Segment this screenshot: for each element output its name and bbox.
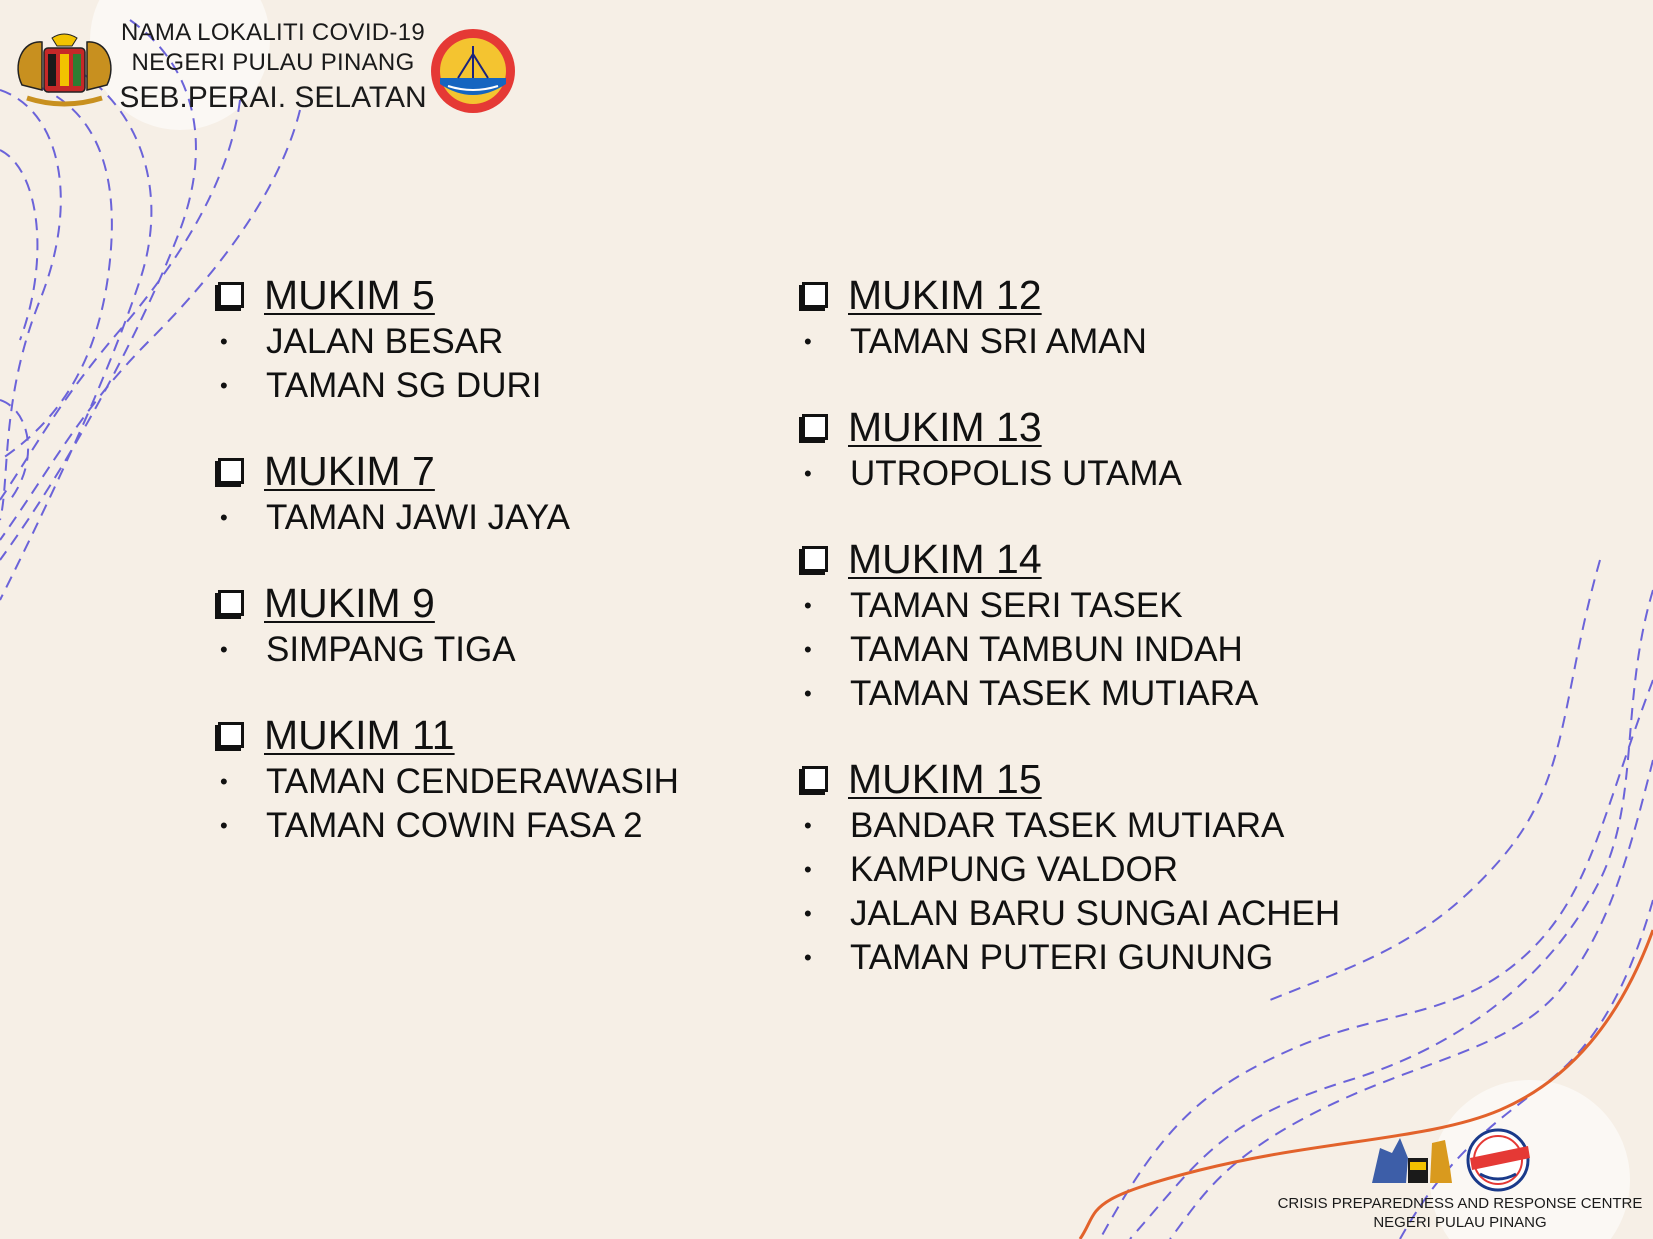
bullet-icon: • — [220, 329, 228, 354]
bullet-icon: • — [220, 505, 228, 530]
locality-item — [802, 804, 1442, 848]
bullet-icon: • — [804, 945, 812, 970]
mukim-section — [802, 402, 1442, 496]
locality-name: SIMPANG TIGA — [266, 630, 516, 669]
locality-item — [218, 364, 778, 408]
header-line-1: NAMA LOKALITI COVID-19 — [120, 19, 426, 46]
locality-name: TAMAN COWIN FASA 2 — [266, 806, 643, 845]
locality-name: UTROPOLIS UTAMA — [850, 454, 1182, 493]
locality-item — [218, 760, 778, 804]
state-seal-icon — [428, 26, 518, 116]
locality-name: TAMAN SRI AMAN — [850, 322, 1147, 361]
locality-list — [802, 320, 1442, 364]
locality-item — [218, 628, 778, 672]
left-column — [218, 270, 778, 886]
mukim-heading — [218, 710, 778, 760]
locality-name: TAMAN CENDERAWASIH — [266, 762, 679, 801]
malaysia-crest-icon — [12, 30, 117, 110]
checkbox-square-icon — [218, 722, 244, 748]
mukim-section — [218, 446, 778, 540]
checkbox-square-icon — [802, 766, 828, 792]
mukim-title: MUKIM 12 — [848, 271, 1042, 318]
locality-name: TAMAN TAMBUN INDAH — [850, 630, 1243, 669]
mukim-heading — [218, 578, 778, 628]
checkbox-square-icon — [802, 414, 828, 440]
mukim-section — [218, 710, 778, 848]
footer-title — [1270, 1194, 1650, 1232]
mukim-section — [802, 270, 1442, 364]
checkbox-square-icon — [802, 282, 828, 308]
checkbox-square-icon — [218, 458, 244, 484]
mukim-section — [802, 754, 1442, 980]
locality-item — [802, 628, 1442, 672]
footer-line-1: CRISIS PREPAREDNESS AND RESPONSE CENTRE — [1277, 1195, 1643, 1212]
bullet-icon: • — [804, 901, 812, 926]
mukim-title: MUKIM 11 — [264, 711, 455, 758]
mukim-section — [218, 578, 778, 672]
bullet-icon: • — [804, 681, 812, 706]
locality-name: TAMAN TASEK MUTIARA — [850, 674, 1259, 713]
locality-item — [802, 892, 1442, 936]
locality-list — [218, 628, 778, 672]
bullet-icon: • — [220, 769, 228, 794]
locality-item — [218, 804, 778, 848]
mukim-heading — [802, 402, 1442, 452]
locality-item — [802, 584, 1442, 628]
locality-name: TAMAN SG DURI — [266, 366, 542, 405]
locality-name: TAMAN JAWI JAYA — [266, 498, 570, 537]
bullet-icon: • — [804, 813, 812, 838]
mukim-title: MUKIM 13 — [848, 403, 1042, 450]
header-title — [118, 18, 428, 116]
mukim-title: MUKIM 14 — [848, 535, 1042, 582]
mukim-section — [802, 534, 1442, 716]
bullet-icon: • — [804, 637, 812, 662]
mukim-heading — [802, 754, 1442, 804]
locality-item — [802, 320, 1442, 364]
mukim-heading — [218, 446, 778, 496]
locality-list — [802, 804, 1442, 980]
mukim-title: MUKIM 7 — [264, 447, 435, 494]
right-column — [802, 270, 1442, 1018]
locality-name: JALAN BESAR — [266, 322, 504, 361]
mukim-heading — [218, 270, 778, 320]
header-line-3: SEB.PERAI. SELATAN — [119, 81, 427, 114]
footer-line-2: NEGERI PULAU PINANG — [1373, 1214, 1547, 1231]
mukim-heading — [802, 534, 1442, 584]
bullet-icon: • — [804, 329, 812, 354]
locality-list — [218, 760, 778, 848]
locality-name: BANDAR TASEK MUTIARA — [850, 806, 1285, 845]
locality-name: JALAN BARU SUNGAI ACHEH — [850, 894, 1341, 933]
cprc-logos-icon — [1370, 1128, 1540, 1198]
mukim-title: MUKIM 9 — [264, 579, 435, 626]
locality-item — [218, 496, 778, 540]
locality-list — [218, 320, 778, 408]
checkbox-square-icon — [802, 546, 828, 572]
locality-list — [218, 496, 778, 540]
bullet-icon: • — [220, 813, 228, 838]
locality-item — [802, 936, 1442, 980]
locality-item — [218, 320, 778, 364]
bullet-icon: • — [220, 637, 228, 662]
mukim-title: MUKIM 15 — [848, 755, 1042, 802]
locality-name: TAMAN PUTERI GUNUNG — [850, 938, 1274, 977]
bullet-icon: • — [804, 593, 812, 618]
locality-item — [802, 672, 1442, 716]
mukim-title: MUKIM 5 — [264, 271, 435, 318]
locality-list — [802, 452, 1442, 496]
mukim-heading — [802, 270, 1442, 320]
header-line-2: NEGERI PULAU PINANG — [131, 49, 415, 76]
locality-name: TAMAN SERI TASEK — [850, 586, 1183, 625]
locality-item — [802, 848, 1442, 892]
bullet-icon: • — [804, 461, 812, 486]
locality-list — [802, 584, 1442, 716]
bullet-icon: • — [220, 373, 228, 398]
mukim-section — [218, 270, 778, 408]
checkbox-square-icon — [218, 282, 244, 308]
locality-name: KAMPUNG VALDOR — [850, 850, 1179, 889]
checkbox-square-icon — [218, 590, 244, 616]
bullet-icon: • — [804, 857, 812, 882]
locality-item — [802, 452, 1442, 496]
